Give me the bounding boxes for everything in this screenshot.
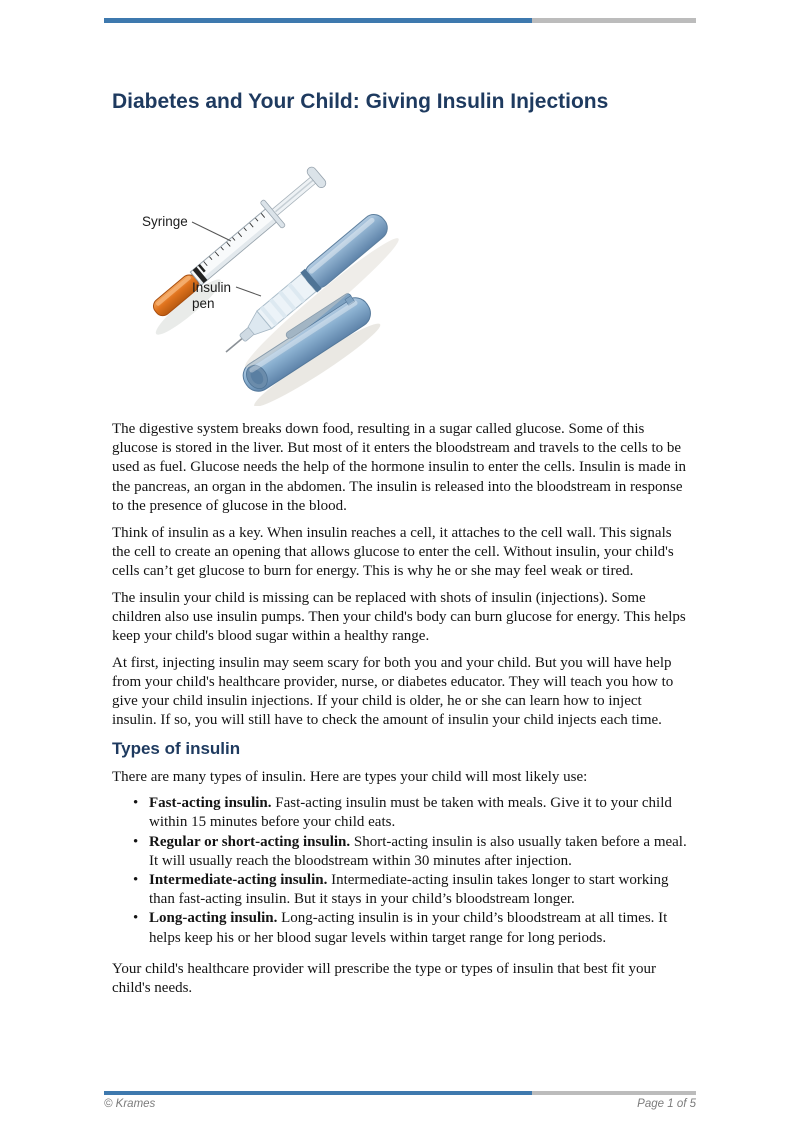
bullet-marker: •	[133, 872, 139, 889]
header-accent-bar-blue	[104, 18, 532, 23]
list-item-intermediate-acting	[112, 871, 690, 909]
syringe-callout-line	[192, 222, 231, 241]
insulin-pen-label-line2: pen	[192, 296, 215, 311]
list-item-long-acting	[112, 909, 690, 947]
footer-accent-bar-gray	[532, 1091, 696, 1095]
header-accent-bar-gray	[532, 18, 696, 23]
bullet-marker: •	[133, 910, 139, 927]
paragraph-replacement-shots: The insulin your child is missing can be replaced with shots of insulin (injections). Some children also use insulin pumps. Then your child's body can burn glucose for energy. This helps keep your child's blood sugar within a healthy range.	[112, 589, 686, 645]
footer-accent-bar	[104, 1091, 696, 1095]
barrel-shading	[198, 217, 277, 284]
insulin-pen-label-line1: Insulin	[192, 280, 232, 295]
syringe-pen-drawing	[138, 144, 460, 406]
footer-copyright: © Krames	[104, 1098, 156, 1110]
section-heading-types-of-insulin: Types of insulin	[112, 738, 241, 758]
list-item-text: Short-acting insulin is also usually taken before a meal. It will usually reach the bloodstream within 30 minutes after injection.	[149, 833, 687, 869]
insulin-types-list	[112, 794, 690, 948]
syringe-barrel	[190, 208, 278, 285]
footer-accent-bar-blue	[104, 1091, 532, 1095]
list-item-fast-acting	[112, 794, 690, 832]
syringe-label: Syringe	[142, 214, 188, 229]
list-item-lead: Long-acting insulin.	[149, 910, 278, 927]
list-item-text: Fast-acting insulin must be taken with meals. Give it to your child within 15 minutes before your child eats.	[149, 795, 672, 831]
body-content	[112, 420, 690, 1006]
page-title: Diabetes and Your Child: Giving Insulin Injections	[112, 90, 609, 113]
bullet-marker: •	[133, 795, 139, 812]
paragraph-closing: Your child's healthcare provider will prescribe the type or types of insulin that best fit your child's needs.	[112, 960, 656, 997]
illustration-syringe-and-insulin-pen	[138, 144, 460, 406]
list-item-lead: Regular or short-acting insulin.	[149, 833, 351, 850]
list-item-short-acting	[112, 833, 690, 871]
list-item-lead: Intermediate-acting insulin.	[149, 872, 328, 889]
list-item-text: Intermediate-acting insulin takes longer to start working than fast-acting insulin. But it stays in your child’s bloodstream longer.	[149, 872, 669, 908]
footer-page-number: Page 1 of 5	[637, 1098, 696, 1110]
bullet-marker: •	[133, 833, 139, 850]
header-accent-bar	[104, 18, 696, 23]
list-item-lead: Fast-acting insulin.	[149, 795, 272, 812]
page-footer	[104, 1098, 696, 1110]
list-item-text: Long-acting insulin is in your child’s bloodstream at all times. It helps keep his or her blood sugar levels within target range for long periods.	[149, 910, 668, 946]
pen-callout-line	[236, 287, 261, 296]
paragraph-insulin-key: Think of insulin as a key. When insulin reaches a cell, it attaches to the cell wall. This signals the cell to create an opening that allows glucose to enter the cell. Without insulin, your child's cells can’t get glucose to burn for energy. This is why he or she may feel weak or tired.	[112, 524, 674, 579]
section-intro: There are many types of insulin. Here are types your child will most likely use:	[112, 768, 588, 785]
paragraph-injecting-help: At first, injecting insulin may seem scary for both you and your child. But you will have help from your child's healthcare provider, nurse, or diabetes educator. They will teach you how to give your child insulin injections. If your child is older, he or she can learn how to inject insulin. If so, you will still have to check the amount of insulin your child injects each time.	[112, 654, 674, 729]
plunger-rod-line	[276, 180, 314, 212]
pen-needle	[225, 337, 244, 353]
paragraph-digestive-system: The digestive system breaks down food, resulting in a sugar called glucose. Some of this glucose is stored in the liver. But most of it enters the bloodstream and travels to the cells to be used as fuel. Glucose needs the help of the hormone insulin to enter the cells. Insulin is made in the pancreas, an organ in the abdomen. The insulin is released into the bloodstream in response to the presence of glucose in the blood.	[112, 421, 687, 514]
